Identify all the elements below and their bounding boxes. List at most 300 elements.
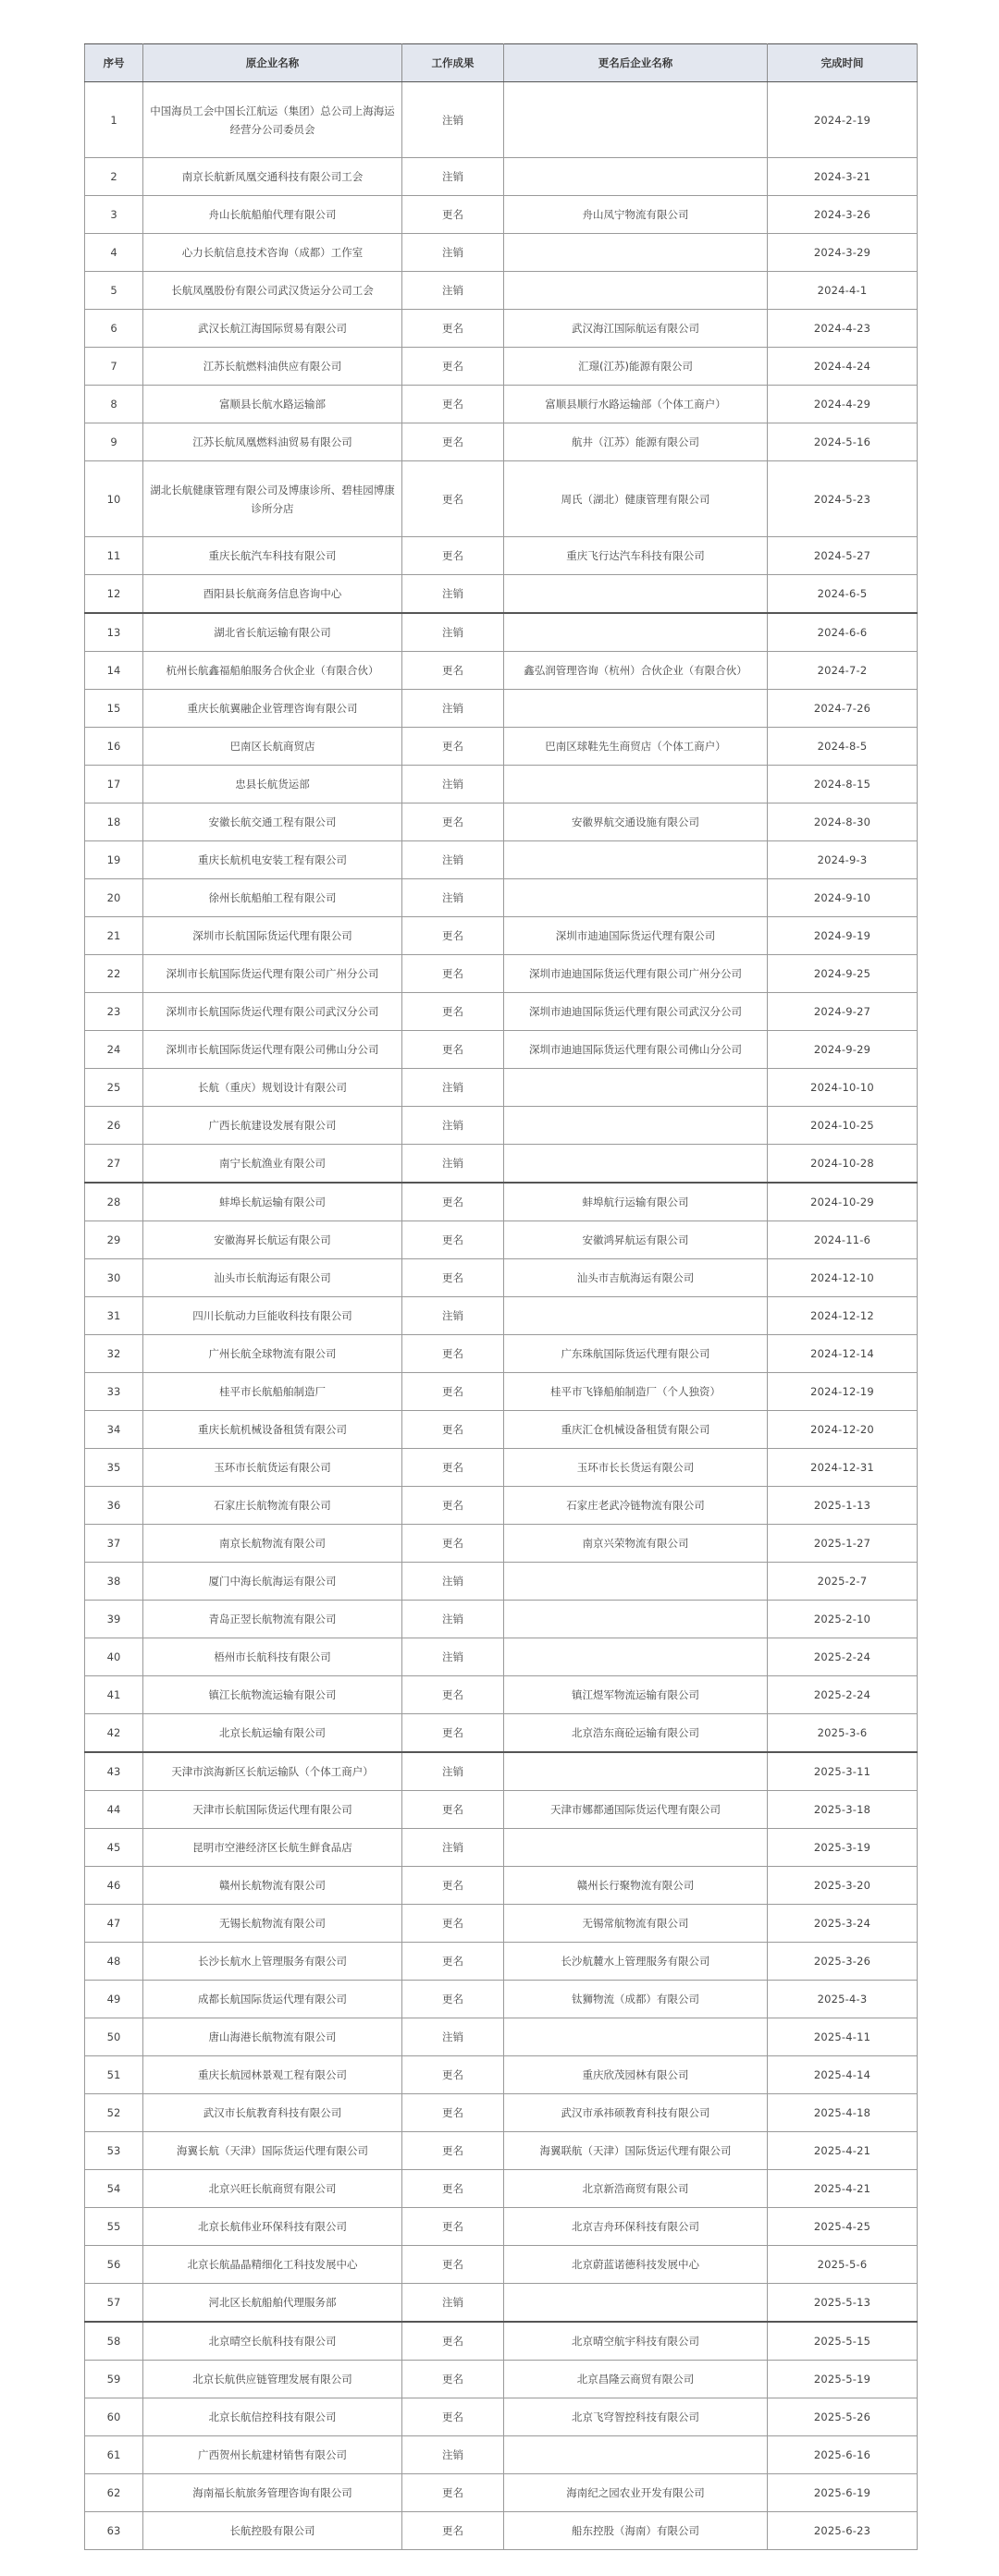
- cell-seq: 58: [85, 2322, 143, 2361]
- cell-renamed-name: 武汉海江国际航运有限公司: [504, 310, 768, 348]
- cell-renamed-name: [504, 690, 768, 728]
- table-row: [85, 1638, 918, 1676]
- cell-renamed-name: 蚌埠航行运输有限公司: [504, 1183, 768, 1221]
- cell-completion-date: 2025-2-24: [768, 1638, 918, 1676]
- cell-result: 更名: [402, 1487, 504, 1525]
- cell-completion-date: 2024-4-23: [768, 310, 918, 348]
- cell-result: 更名: [402, 2246, 504, 2284]
- cell-result: 更名: [402, 2132, 504, 2170]
- cell-completion-date: 2025-4-21: [768, 2170, 918, 2208]
- cell-renamed-name: [504, 841, 768, 879]
- cell-renamed-name: [504, 272, 768, 310]
- cell-result: 注销: [402, 1829, 504, 1867]
- cell-seq: 16: [85, 728, 143, 766]
- cell-result: 更名: [402, 1714, 504, 1753]
- cell-result: 注销: [402, 2284, 504, 2323]
- table-body: [85, 82, 918, 2550]
- cell-seq: 63: [85, 2512, 143, 2550]
- cell-renamed-name: [504, 575, 768, 614]
- cell-result: 注销: [402, 234, 504, 272]
- cell-seq: 28: [85, 1183, 143, 1221]
- cell-renamed-name: [504, 158, 768, 196]
- cell-result: 更名: [402, 1335, 504, 1373]
- cell-result: 注销: [402, 1107, 504, 1145]
- table-row: [85, 575, 918, 614]
- cell-seq: 33: [85, 1373, 143, 1411]
- cell-original-name: 唐山海港长航物流有限公司: [143, 2018, 402, 2056]
- table-row: [85, 1791, 918, 1829]
- cell-renamed-name: 南京兴荣物流有限公司: [504, 1525, 768, 1563]
- cell-completion-date: 2025-3-6: [768, 1714, 918, 1753]
- cell-completion-date: 2024-9-3: [768, 841, 918, 879]
- cell-completion-date: 2025-4-11: [768, 2018, 918, 2056]
- cell-renamed-name: 汇璟(江苏)能源有限公司: [504, 348, 768, 386]
- cell-seq: 39: [85, 1601, 143, 1638]
- header-seq: 序号: [85, 44, 143, 82]
- table-row: [85, 1107, 918, 1145]
- cell-renamed-name: 重庆飞行达汽车科技有限公司: [504, 537, 768, 575]
- cell-completion-date: 2025-5-26: [768, 2398, 918, 2436]
- cell-result: 更名: [402, 2322, 504, 2361]
- cell-renamed-name: 广东珠航国际货运代理有限公司: [504, 1335, 768, 1373]
- cell-original-name: 杭州长航鑫福船舶服务合伙企业（有限合伙）: [143, 652, 402, 690]
- cell-result: 更名: [402, 803, 504, 841]
- cell-result: 更名: [402, 1525, 504, 1563]
- cell-seq: 23: [85, 993, 143, 1031]
- table-row: [85, 2056, 918, 2094]
- cell-original-name: 重庆长航翼融企业管理咨询有限公司: [143, 690, 402, 728]
- document-page: [84, 43, 917, 2550]
- cell-completion-date: 2024-6-5: [768, 575, 918, 614]
- table-row: [85, 1069, 918, 1107]
- table-row: [85, 2132, 918, 2170]
- cell-renamed-name: 北京昌隆云商贸有限公司: [504, 2361, 768, 2398]
- cell-seq: 50: [85, 2018, 143, 2056]
- cell-completion-date: 2024-12-31: [768, 1449, 918, 1487]
- cell-original-name: 赣州长航物流有限公司: [143, 1867, 402, 1905]
- cell-completion-date: 2025-3-20: [768, 1867, 918, 1905]
- cell-seq: 26: [85, 1107, 143, 1145]
- cell-original-name: 石家庄长航物流有限公司: [143, 1487, 402, 1525]
- cell-seq: 61: [85, 2436, 143, 2474]
- cell-seq: 27: [85, 1145, 143, 1184]
- cell-original-name: 重庆长航汽车科技有限公司: [143, 537, 402, 575]
- cell-completion-date: 2024-9-25: [768, 955, 918, 993]
- cell-completion-date: 2024-10-25: [768, 1107, 918, 1145]
- cell-renamed-name: 镇江煜军物流运输有限公司: [504, 1676, 768, 1714]
- cell-completion-date: 2024-4-24: [768, 348, 918, 386]
- cell-completion-date: 2025-5-15: [768, 2322, 918, 2361]
- cell-seq: 55: [85, 2208, 143, 2246]
- cell-original-name: 蚌埠长航运输有限公司: [143, 1183, 402, 1221]
- cell-original-name: 长航控股有限公司: [143, 2512, 402, 2550]
- cell-original-name: 富顺县长航水路运输部: [143, 386, 402, 423]
- cell-result: 更名: [402, 196, 504, 234]
- cell-original-name: 四川长航动力巨能收科技有限公司: [143, 1297, 402, 1335]
- cell-completion-date: 2024-2-19: [768, 82, 918, 158]
- cell-completion-date: 2024-9-19: [768, 917, 918, 955]
- cell-result: 更名: [402, 1373, 504, 1411]
- table-row: [85, 993, 918, 1031]
- cell-original-name: 北京长航运输有限公司: [143, 1714, 402, 1753]
- cell-seq: 3: [85, 196, 143, 234]
- cell-renamed-name: [504, 2284, 768, 2323]
- table-row: [85, 917, 918, 955]
- table-row: [85, 2208, 918, 2246]
- cell-result: 更名: [402, 1259, 504, 1297]
- cell-result: 注销: [402, 1638, 504, 1676]
- table-row: [85, 1335, 918, 1373]
- cell-result: 更名: [402, 1981, 504, 2018]
- cell-seq: 36: [85, 1487, 143, 1525]
- cell-completion-date: 2024-8-30: [768, 803, 918, 841]
- cell-original-name: 广西长航建设发展有限公司: [143, 1107, 402, 1145]
- cell-seq: 9: [85, 423, 143, 461]
- cell-seq: 35: [85, 1449, 143, 1487]
- company-rename-table: [84, 43, 918, 2550]
- cell-renamed-name: 海南纪之园农业开发有限公司: [504, 2474, 768, 2512]
- cell-original-name: 河北区长航船舶代理服务部: [143, 2284, 402, 2323]
- table-row: [85, 234, 918, 272]
- cell-completion-date: 2025-2-7: [768, 1563, 918, 1601]
- cell-original-name: 北京长航伟业环保科技有限公司: [143, 2208, 402, 2246]
- cell-completion-date: 2024-9-10: [768, 879, 918, 917]
- cell-renamed-name: 富顺县顺行水路运输部（个体工商户）: [504, 386, 768, 423]
- table-row: [85, 1943, 918, 1981]
- table-row: [85, 1411, 918, 1449]
- cell-seq: 4: [85, 234, 143, 272]
- cell-result: 更名: [402, 2208, 504, 2246]
- cell-seq: 2: [85, 158, 143, 196]
- cell-completion-date: 2024-11-6: [768, 1221, 918, 1259]
- cell-seq: 53: [85, 2132, 143, 2170]
- cell-seq: 52: [85, 2094, 143, 2132]
- cell-seq: 45: [85, 1829, 143, 1867]
- cell-completion-date: 2024-10-28: [768, 1145, 918, 1184]
- cell-original-name: 玉环市长航货运有限公司: [143, 1449, 402, 1487]
- cell-renamed-name: [504, 1297, 768, 1335]
- cell-result: 更名: [402, 2170, 504, 2208]
- cell-completion-date: 2025-3-19: [768, 1829, 918, 1867]
- cell-seq: 49: [85, 1981, 143, 2018]
- cell-result: 更名: [402, 728, 504, 766]
- cell-original-name: 北京兴旺长航商贸有限公司: [143, 2170, 402, 2208]
- table-row: [85, 1183, 918, 1221]
- cell-original-name: 舟山长航船舶代理有限公司: [143, 196, 402, 234]
- cell-result: 更名: [402, 917, 504, 955]
- table-row: [85, 2246, 918, 2284]
- table-row: [85, 766, 918, 803]
- cell-renamed-name: 汕头市吉航海运有限公司: [504, 1259, 768, 1297]
- table-row: [85, 841, 918, 879]
- cell-renamed-name: 武汉市承祎硕教育科技有限公司: [504, 2094, 768, 2132]
- cell-renamed-name: 长沙航麓水上管理服务有限公司: [504, 1943, 768, 1981]
- cell-result: 注销: [402, 1297, 504, 1335]
- cell-seq: 5: [85, 272, 143, 310]
- table-row: [85, 272, 918, 310]
- cell-renamed-name: 北京浩东商砼运输有限公司: [504, 1714, 768, 1753]
- cell-original-name: 南京长航物流有限公司: [143, 1525, 402, 1563]
- cell-completion-date: 2025-6-19: [768, 2474, 918, 2512]
- cell-renamed-name: 钛狮物流（成都）有限公司: [504, 1981, 768, 2018]
- table-row: [85, 1905, 918, 1943]
- cell-renamed-name: 航井（江苏）能源有限公司: [504, 423, 768, 461]
- cell-renamed-name: 北京蔚蓝诺德科技发展中心: [504, 2246, 768, 2284]
- cell-original-name: 深圳市长航国际货运代理有限公司: [143, 917, 402, 955]
- cell-seq: 56: [85, 2246, 143, 2284]
- cell-completion-date: 2025-3-24: [768, 1905, 918, 1943]
- cell-renamed-name: [504, 1107, 768, 1145]
- cell-seq: 8: [85, 386, 143, 423]
- cell-completion-date: 2024-5-27: [768, 537, 918, 575]
- cell-result: 更名: [402, 955, 504, 993]
- cell-seq: 11: [85, 537, 143, 575]
- cell-original-name: 广西贺州长航建材销售有限公司: [143, 2436, 402, 2474]
- cell-seq: 15: [85, 690, 143, 728]
- cell-original-name: 长航凤凰股份有限公司武汉货运分公司工会: [143, 272, 402, 310]
- cell-original-name: 厦门中海长航海运有限公司: [143, 1563, 402, 1601]
- cell-renamed-name: [504, 82, 768, 158]
- table-row: [85, 1752, 918, 1791]
- cell-original-name: 长沙长航水上管理服务有限公司: [143, 1943, 402, 1981]
- cell-renamed-name: 深圳市迪迪国际货运代理有限公司广州分公司: [504, 955, 768, 993]
- table-row: [85, 1981, 918, 2018]
- cell-renamed-name: [504, 879, 768, 917]
- cell-completion-date: 2025-3-26: [768, 1943, 918, 1981]
- cell-result: 更名: [402, 652, 504, 690]
- cell-seq: 47: [85, 1905, 143, 1943]
- cell-result: 注销: [402, 2018, 504, 2056]
- cell-result: 注销: [402, 1069, 504, 1107]
- cell-result: 注销: [402, 690, 504, 728]
- cell-original-name: 江苏长航燃料油供应有限公司: [143, 348, 402, 386]
- table-row: [85, 196, 918, 234]
- cell-completion-date: 2025-4-18: [768, 2094, 918, 2132]
- table-row: [85, 2094, 918, 2132]
- cell-renamed-name: 船东控股（海南）有限公司: [504, 2512, 768, 2550]
- table-row: [85, 1449, 918, 1487]
- cell-original-name: 天津市滨海新区长航运输队（个体工商户）: [143, 1752, 402, 1791]
- cell-seq: 40: [85, 1638, 143, 1676]
- cell-seq: 41: [85, 1676, 143, 1714]
- table-row: [85, 2284, 918, 2323]
- cell-renamed-name: [504, 613, 768, 652]
- cell-original-name: 北京晴空长航科技有限公司: [143, 2322, 402, 2361]
- cell-result: 更名: [402, 2398, 504, 2436]
- cell-seq: 30: [85, 1259, 143, 1297]
- cell-result: 更名: [402, 2361, 504, 2398]
- header-original-name: 原企业名称: [143, 44, 402, 82]
- cell-completion-date: 2025-3-11: [768, 1752, 918, 1791]
- cell-completion-date: 2025-4-14: [768, 2056, 918, 2094]
- header-result: 工作成果: [402, 44, 504, 82]
- table-row: [85, 1259, 918, 1297]
- cell-renamed-name: [504, 2436, 768, 2474]
- cell-result: 注销: [402, 1145, 504, 1184]
- cell-original-name: 北京长航信控科技有限公司: [143, 2398, 402, 2436]
- table-row: [85, 2512, 918, 2550]
- cell-seq: 19: [85, 841, 143, 879]
- table-row: [85, 1031, 918, 1069]
- cell-result: 注销: [402, 158, 504, 196]
- cell-renamed-name: 北京飞穹智控科技有限公司: [504, 2398, 768, 2436]
- cell-renamed-name: 安徽鸿昇航运有限公司: [504, 1221, 768, 1259]
- cell-result: 更名: [402, 1183, 504, 1221]
- cell-renamed-name: 海翼联航（天津）国际货运代理有限公司: [504, 2132, 768, 2170]
- cell-renamed-name: 深圳市迪迪国际货运代理有限公司佛山分公司: [504, 1031, 768, 1069]
- cell-result: 更名: [402, 310, 504, 348]
- cell-seq: 17: [85, 766, 143, 803]
- table-row: [85, 1221, 918, 1259]
- cell-result: 更名: [402, 2094, 504, 2132]
- cell-seq: 57: [85, 2284, 143, 2323]
- cell-result: 更名: [402, 423, 504, 461]
- cell-seq: 60: [85, 2398, 143, 2436]
- cell-renamed-name: [504, 1829, 768, 1867]
- cell-original-name: 巴南区长航商贸店: [143, 728, 402, 766]
- cell-original-name: 安徽长航交通工程有限公司: [143, 803, 402, 841]
- cell-renamed-name: 深圳市迪迪国际货运代理有限公司武汉分公司: [504, 993, 768, 1031]
- cell-renamed-name: 天津市娜都通国际货运代理有限公司: [504, 1791, 768, 1829]
- cell-result: 更名: [402, 348, 504, 386]
- cell-completion-date: 2025-1-13: [768, 1487, 918, 1525]
- cell-seq: 51: [85, 2056, 143, 2094]
- table-row: [85, 461, 918, 537]
- cell-result: 更名: [402, 1031, 504, 1069]
- cell-renamed-name: [504, 234, 768, 272]
- cell-original-name: 青岛正翌长航物流有限公司: [143, 1601, 402, 1638]
- cell-original-name: 南京长航新凤凰交通科技有限公司工会: [143, 158, 402, 196]
- cell-renamed-name: 深圳市迪迪国际货运代理有限公司: [504, 917, 768, 955]
- cell-result: 注销: [402, 766, 504, 803]
- cell-renamed-name: 周氏（湖北）健康管理有限公司: [504, 461, 768, 537]
- cell-renamed-name: [504, 1145, 768, 1184]
- cell-seq: 21: [85, 917, 143, 955]
- cell-original-name: 梧州市长航科技有限公司: [143, 1638, 402, 1676]
- cell-original-name: 深圳市长航国际货运代理有限公司武汉分公司: [143, 993, 402, 1031]
- cell-seq: 31: [85, 1297, 143, 1335]
- cell-original-name: 成都长航国际货运代理有限公司: [143, 1981, 402, 2018]
- cell-completion-date: 2024-5-23: [768, 461, 918, 537]
- table-row: [85, 955, 918, 993]
- cell-renamed-name: 舟山凤宁物流有限公司: [504, 196, 768, 234]
- cell-result: 更名: [402, 2056, 504, 2094]
- cell-original-name: 重庆长航机电安装工程有限公司: [143, 841, 402, 879]
- table-row: [85, 2398, 918, 2436]
- cell-renamed-name: 石家庄老武冷链物流有限公司: [504, 1487, 768, 1525]
- cell-completion-date: 2024-5-16: [768, 423, 918, 461]
- cell-completion-date: 2025-2-10: [768, 1601, 918, 1638]
- cell-result: 更名: [402, 1867, 504, 1905]
- cell-result: 注销: [402, 879, 504, 917]
- cell-renamed-name: 北京新浩商贸有限公司: [504, 2170, 768, 2208]
- cell-original-name: 北京长航晶晶精细化工科技发展中心: [143, 2246, 402, 2284]
- cell-completion-date: 2024-4-29: [768, 386, 918, 423]
- cell-seq: 38: [85, 1563, 143, 1601]
- cell-original-name: 湖北省长航运输有限公司: [143, 613, 402, 652]
- cell-result: 注销: [402, 2436, 504, 2474]
- table-row: [85, 1145, 918, 1184]
- cell-result: 注销: [402, 575, 504, 614]
- cell-completion-date: 2025-4-21: [768, 2132, 918, 2170]
- cell-completion-date: 2025-5-13: [768, 2284, 918, 2323]
- cell-completion-date: 2024-6-6: [768, 613, 918, 652]
- cell-renamed-name: [504, 1752, 768, 1791]
- cell-completion-date: 2024-12-19: [768, 1373, 918, 1411]
- cell-original-name: 海南福长航旅务管理咨询有限公司: [143, 2474, 402, 2512]
- cell-renamed-name: 巴南区球鞋先生商贸店（个体工商户）: [504, 728, 768, 766]
- cell-original-name: 武汉长航江海国际贸易有限公司: [143, 310, 402, 348]
- cell-seq: 59: [85, 2361, 143, 2398]
- cell-seq: 43: [85, 1752, 143, 1791]
- cell-result: 注销: [402, 1752, 504, 1791]
- cell-completion-date: 2024-8-15: [768, 766, 918, 803]
- cell-seq: 14: [85, 652, 143, 690]
- cell-original-name: 北京长航供应链管理发展有限公司: [143, 2361, 402, 2398]
- cell-seq: 48: [85, 1943, 143, 1981]
- table-row: [85, 2170, 918, 2208]
- cell-renamed-name: [504, 2018, 768, 2056]
- cell-completion-date: 2024-10-10: [768, 1069, 918, 1107]
- cell-seq: 24: [85, 1031, 143, 1069]
- cell-renamed-name: 桂平市飞锋船舶制造厂（个人独资）: [504, 1373, 768, 1411]
- cell-renamed-name: 赣州长行聚物流有限公司: [504, 1867, 768, 1905]
- cell-seq: 42: [85, 1714, 143, 1753]
- cell-result: 更名: [402, 2512, 504, 2550]
- cell-completion-date: 2025-3-18: [768, 1791, 918, 1829]
- cell-result: 更名: [402, 993, 504, 1031]
- cell-renamed-name: 重庆欣茂园林有限公司: [504, 2056, 768, 2094]
- cell-result: 更名: [402, 1943, 504, 1981]
- cell-result: 更名: [402, 1449, 504, 1487]
- table-row: [85, 310, 918, 348]
- table-row: [85, 1297, 918, 1335]
- table-row: [85, 1563, 918, 1601]
- cell-completion-date: 2024-10-29: [768, 1183, 918, 1221]
- cell-result: 注销: [402, 82, 504, 158]
- cell-renamed-name: [504, 1601, 768, 1638]
- cell-original-name: 忠县长航货运部: [143, 766, 402, 803]
- cell-renamed-name: 安徽界航交通设施有限公司: [504, 803, 768, 841]
- cell-seq: 32: [85, 1335, 143, 1373]
- cell-result: 更名: [402, 386, 504, 423]
- cell-renamed-name: 北京吉舟环保科技有限公司: [504, 2208, 768, 2246]
- cell-completion-date: 2024-4-1: [768, 272, 918, 310]
- cell-completion-date: 2024-12-20: [768, 1411, 918, 1449]
- cell-original-name: 长航（重庆）规划设计有限公司: [143, 1069, 402, 1107]
- table-row: [85, 690, 918, 728]
- cell-seq: 20: [85, 879, 143, 917]
- cell-renamed-name: 重庆汇仓机械设备租赁有限公司: [504, 1411, 768, 1449]
- cell-seq: 34: [85, 1411, 143, 1449]
- cell-seq: 46: [85, 1867, 143, 1905]
- cell-result: 注销: [402, 1563, 504, 1601]
- cell-renamed-name: 鑫弘润管理咨询（杭州）合伙企业（有限合伙）: [504, 652, 768, 690]
- cell-seq: 22: [85, 955, 143, 993]
- cell-original-name: 重庆长航机械设备租赁有限公司: [143, 1411, 402, 1449]
- cell-result: 更名: [402, 1905, 504, 1943]
- cell-original-name: 江苏长航凤凰燃料油贸易有限公司: [143, 423, 402, 461]
- cell-completion-date: 2024-8-5: [768, 728, 918, 766]
- cell-completion-date: 2024-3-21: [768, 158, 918, 196]
- cell-completion-date: 2025-6-23: [768, 2512, 918, 2550]
- cell-original-name: 南宁长航渔业有限公司: [143, 1145, 402, 1184]
- table-row: [85, 803, 918, 841]
- cell-result: 更名: [402, 1221, 504, 1259]
- header-renamed-name: 更名后企业名称: [504, 44, 768, 82]
- cell-completion-date: 2025-1-27: [768, 1525, 918, 1563]
- cell-original-name: 桂平市长航船舶制造厂: [143, 1373, 402, 1411]
